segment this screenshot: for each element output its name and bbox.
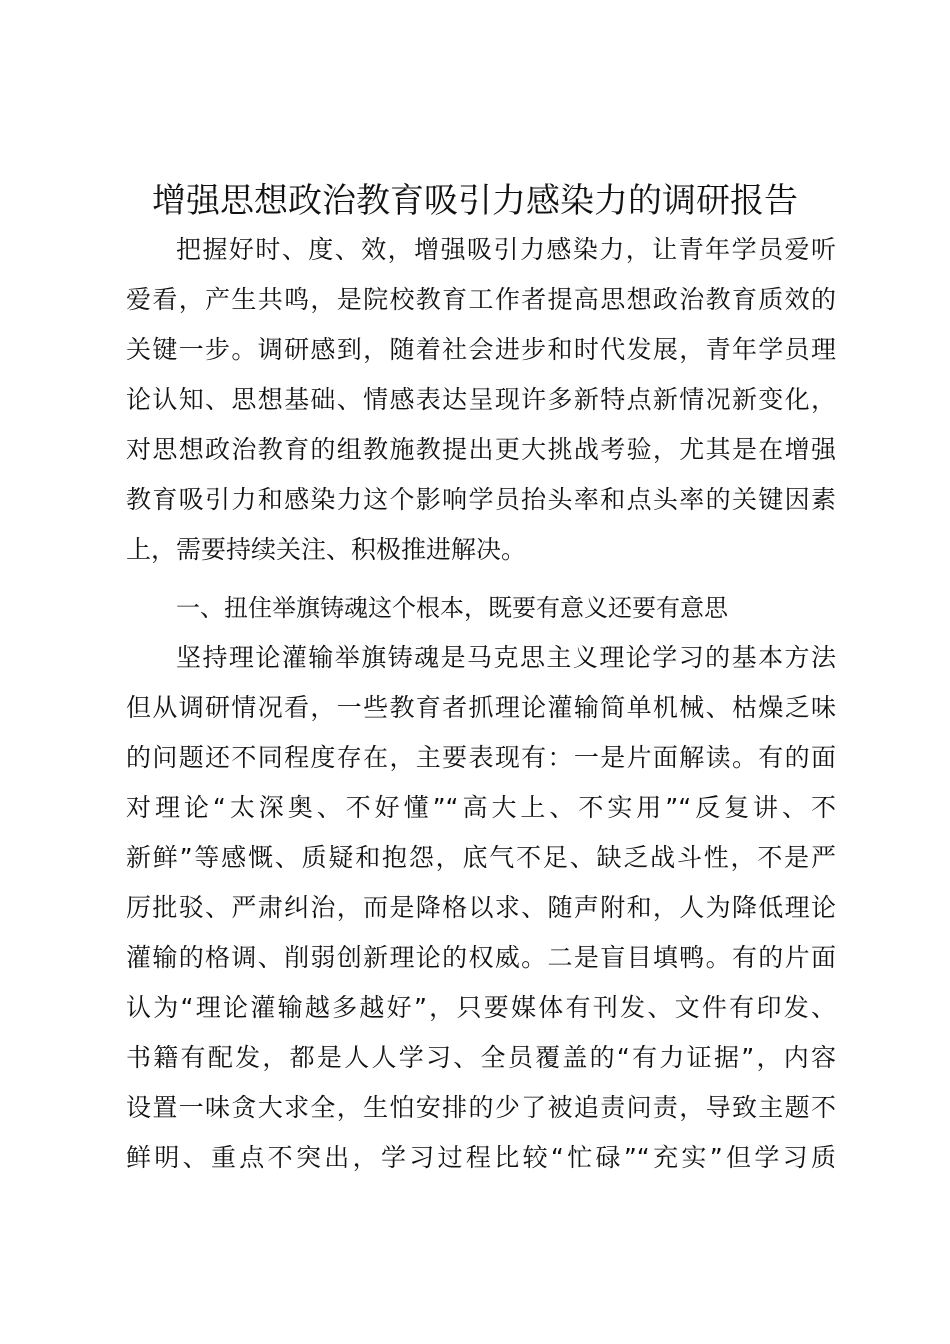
paragraph-line: 书籍有配发，都是人人学习、全员覆盖的“有力证据”，内容 (126, 1043, 836, 1072)
paragraph-line: 认为“理论灌输越多越好”，只要媒体有刊发、文件有印发、 (126, 993, 836, 1022)
paragraph-line: 教育吸引力和感染力这个影响学员抬头率和点头率的关键因素 (126, 485, 836, 514)
spacer (126, 575, 836, 583)
paragraph-line: 设置一味贪大求全，生怕安排的少了被追责问责，导致主题不 (126, 1093, 836, 1122)
document-title: 增强思想政治教育吸引力感染力的调研报告 (152, 181, 798, 221)
paragraph-line: 坚持理论灌输举旗铸魂是马克思主义理论学习的基本方法 (176, 643, 836, 672)
paragraph-line: 的问题还不同程度存在，主要表现有：一是片面解读。有的面 (126, 743, 836, 772)
paragraph-line: 对理论“太深奥、不好懂”“高大上、不实用”“反复讲、不 (126, 793, 836, 822)
paragraph-line: 把握好时、度、效，增强吸引力感染力，让青年学员爱听 (176, 235, 836, 264)
paragraph-line: 对思想政治教育的组教施教提出更大挑战考验，尤其是在增强 (126, 435, 836, 464)
paragraph-line: 鲜明、重点不突出，学习过程比较“忙碌”“充实”但学习质 (126, 1143, 836, 1172)
paragraph-line: 上，需要持续关注、积极推进解决。 (126, 535, 527, 564)
paragraph-line: 论认知、思想基础、情感表达呈现许多新特点新情况新变化， (126, 385, 836, 414)
paragraph-line: 但从调研情况看，一些教育者抓理论灌输简单机械、枯燥乏味 (126, 693, 836, 722)
section-heading: 一、扭住举旗铸魂这个根本，既要有意义还要有意思 (176, 594, 728, 622)
document-body (126, 225, 836, 1183)
paragraph-line: 灌输的格调、削弱创新理论的权威。二是盲目填鸭。有的片面 (126, 943, 836, 972)
paragraph-line: 厉批驳、严肃纠治，而是降格以求、随声附和，人为降低理论 (126, 893, 836, 922)
paragraph-line: 爱看，产生共鸣，是院校教育工作者提高思想政治教育质效的 (126, 285, 836, 314)
paragraph-line: 新鲜”等感慨、质疑和抱怨，底气不足、缺乏战斗性，不是严 (126, 843, 836, 872)
paragraph-line: 关键一步。调研感到，随着社会进步和时代发展，青年学员理 (126, 335, 836, 364)
